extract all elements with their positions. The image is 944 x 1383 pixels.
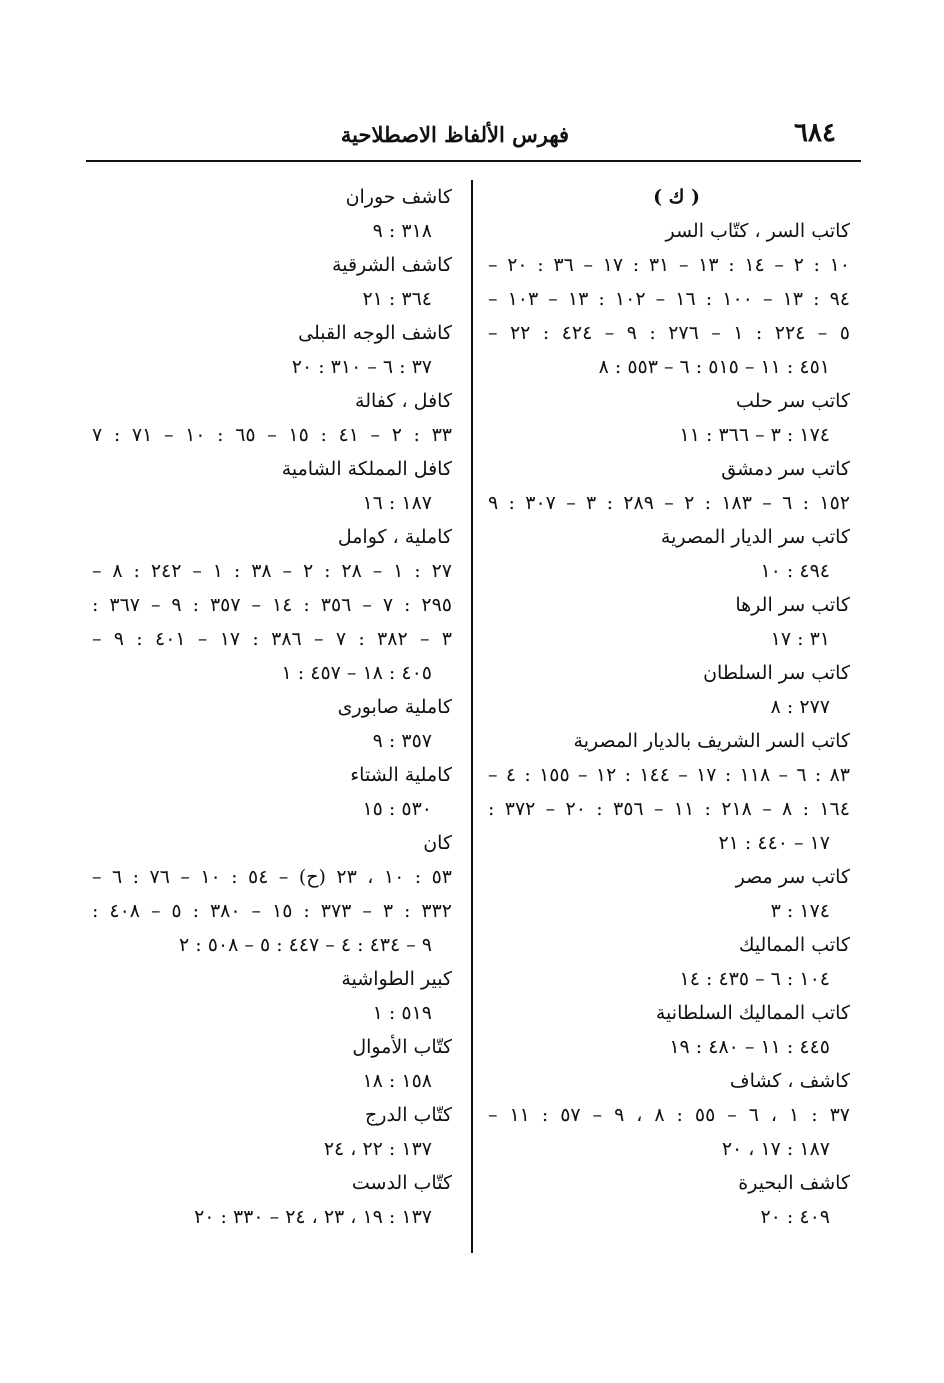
- page-references: ١٧ – ٤٤٠ : ٢١: [718, 832, 830, 854]
- header-rule: [86, 160, 861, 162]
- page-references: ١٨٧ : ١٦: [362, 492, 432, 514]
- page-references: ٢٩٥ : ٧ – ٣٥٦ : ١٤ – ٣٥٧ : ٩ – ٣٦٧ :: [92, 594, 452, 616]
- page-references: ٣٦٤ : ٢١: [362, 288, 432, 310]
- index-term: كاشف ، كشاف: [729, 1070, 850, 1092]
- index-term: كاتب المماليك السلطانية: [655, 1002, 850, 1024]
- page-references: ٣٣٢ : ٣ – ٣٧٣ : ١٥ – ٣٨٠ : ٥ – ٤٠٨ :: [92, 900, 452, 922]
- page-references: ٥١٩ : ١: [372, 1002, 432, 1024]
- index-term: كاشف الشرقية: [332, 254, 452, 276]
- page-references: ٣١ : ١٧: [770, 628, 830, 650]
- index-column-right: [488, 180, 850, 1234]
- page-references: ١٧٤ : ٣: [770, 900, 830, 922]
- index-term: كاتب سر الديار المصرية: [660, 526, 850, 548]
- page-references: ٣١٨ : ٩: [372, 220, 432, 242]
- index-term: كاتب سر حلب: [736, 390, 850, 412]
- page-references: ٤٠٥ : ١٨ – ٤٥٧ : ١: [281, 662, 432, 684]
- page-references: ١٨٧ : ١٧ ، ٢٠: [721, 1138, 830, 1160]
- index-term: كاتب سر الرها: [735, 594, 850, 616]
- index-term: كاتب سر مصر: [735, 866, 850, 888]
- page-references: ١٣٧ : ٢٢ ، ٢٤: [323, 1138, 432, 1160]
- index-term: كافل المملكة الشامية: [281, 458, 452, 480]
- index-term: كاتب السر الشريف بالديار المصرية: [573, 730, 850, 752]
- page-references: ٢٧ : ١ – ٢٨ : ٢ – ٣٨ : ١ – ٢٤٢ : ٨ –: [92, 560, 452, 582]
- page-references: ٥٣٠ : ١٥: [362, 798, 432, 820]
- index-term: كاملية ، كوامل: [337, 526, 452, 548]
- index-term: كاشف البحيرة: [738, 1172, 850, 1194]
- index-term: كاتب المماليك: [738, 934, 850, 956]
- column-divider: [471, 180, 473, 1253]
- page-references: ٣٧ : ١ ، ٦ – ٥٥ : ٨ ، ٩ – ٥٧ : ١١ –: [488, 1104, 850, 1126]
- page-references: ١٠٤ : ٦ – ٤٣٥ : ١٤: [679, 968, 830, 990]
- page-references: ١٠ : ٢ – ١٤ : ١٣ – ٣١ : ١٧ – ٣٦ : ٢٠ –: [488, 254, 850, 276]
- page-references: ٣ – ٣٨٢ : ٧ – ٣٨٦ : ١٧ – ٤٠١ : ٩ –: [92, 628, 452, 650]
- page-references: ٩٤ : ١٣ – ١٠٠ : ١٦ – ١٠٢ : ١٣ – ١٠٣ –: [488, 288, 850, 310]
- index-term: كتّاب الدرج: [365, 1104, 452, 1126]
- index-term: كتّاب الأموال: [352, 1036, 452, 1058]
- page-references: ١٥٢ : ٦ – ١٨٣ : ٢ – ٢٨٩ : ٣ – ٣٠٧ : ٩: [488, 492, 850, 514]
- page-references: ٨٣ : ٦ – ١١٨ : ١٧ – ١٤٤ : ١٢ – ١٥٥ : ٤ –: [488, 764, 850, 786]
- page-references: ٢٧٧ : ٨: [770, 696, 830, 718]
- index-term: كتّاب الدست: [351, 1172, 452, 1194]
- page-references: ٣٣ : ٢ – ٤١ : ١٥ – ٦٥ : ١٠ – ٧١ : ٧: [92, 424, 452, 446]
- index-term: كاتب السر ، كتّاب السر: [665, 220, 850, 242]
- page-references: ١٦٤ : ٨ – ٢١٨ : ١١ – ٣٥٦ : ٢٠ – ٣٧٢ :: [488, 798, 850, 820]
- page-references: ١٧٤ : ٣ – ٣٦٦ : ١١: [679, 424, 830, 446]
- page-references: ٥٣ : ١٠ ، ٢٣ (ح) – ٥٤ : ١٠ – ٧٦ : ٦ –: [92, 866, 452, 888]
- page-references: ٤٤٥ : ١١ – ٤٨٠ : ١٩: [669, 1036, 830, 1058]
- index-term: كاتب سر دمشق: [721, 458, 850, 480]
- index-term: كاشف حوران: [345, 186, 452, 208]
- index-term: كاملية الشتاء: [350, 764, 452, 786]
- page-references: ٤٠٩ : ٢٠: [760, 1206, 830, 1228]
- index-term: كان: [423, 832, 452, 854]
- index-term: كبير الطواشية: [341, 968, 452, 990]
- page-references: ٤٩٤ : ١٠: [760, 560, 830, 582]
- page-references: ٣٧ : ٦ – ٣١٠ : ٢٠: [291, 356, 432, 378]
- page-number: ٦٨٤: [794, 118, 836, 148]
- section-letter: ( ك ): [653, 186, 700, 208]
- page-references: ١٣٧ : ١٩ ، ٢٣ ، ٢٤ – ٣٣٠ : ٢٠: [194, 1206, 432, 1228]
- running-title: فهرس الألفاظ الاصطلاحية: [340, 122, 570, 147]
- page-references: ١٥٨ : ١٨: [362, 1070, 432, 1092]
- page-references: ٤٥١ : ١١ – ٥١٥ : ٦ – ٥٥٣ : ٨: [598, 356, 830, 378]
- index-term: كاشف الوجه القبلى: [298, 322, 452, 344]
- index-term: كاملية صابورى: [337, 696, 452, 718]
- page-references: ٥ – ٢٢٤ : ١ – ٢٧٦ : ٩ – ٤٢٤ : ٢٢ –: [488, 322, 850, 344]
- page-references: ٣٥٧ : ٩: [372, 730, 432, 752]
- page-references: ٩ – ٤٣٤ : ٤ – ٤٤٧ : ٥ – ٥٠٨ : ٢: [179, 934, 432, 956]
- index-column-left: [92, 180, 452, 1234]
- index-term: كافل ، كفالة: [355, 390, 452, 412]
- index-term: كاتب سر السلطان: [703, 662, 850, 684]
